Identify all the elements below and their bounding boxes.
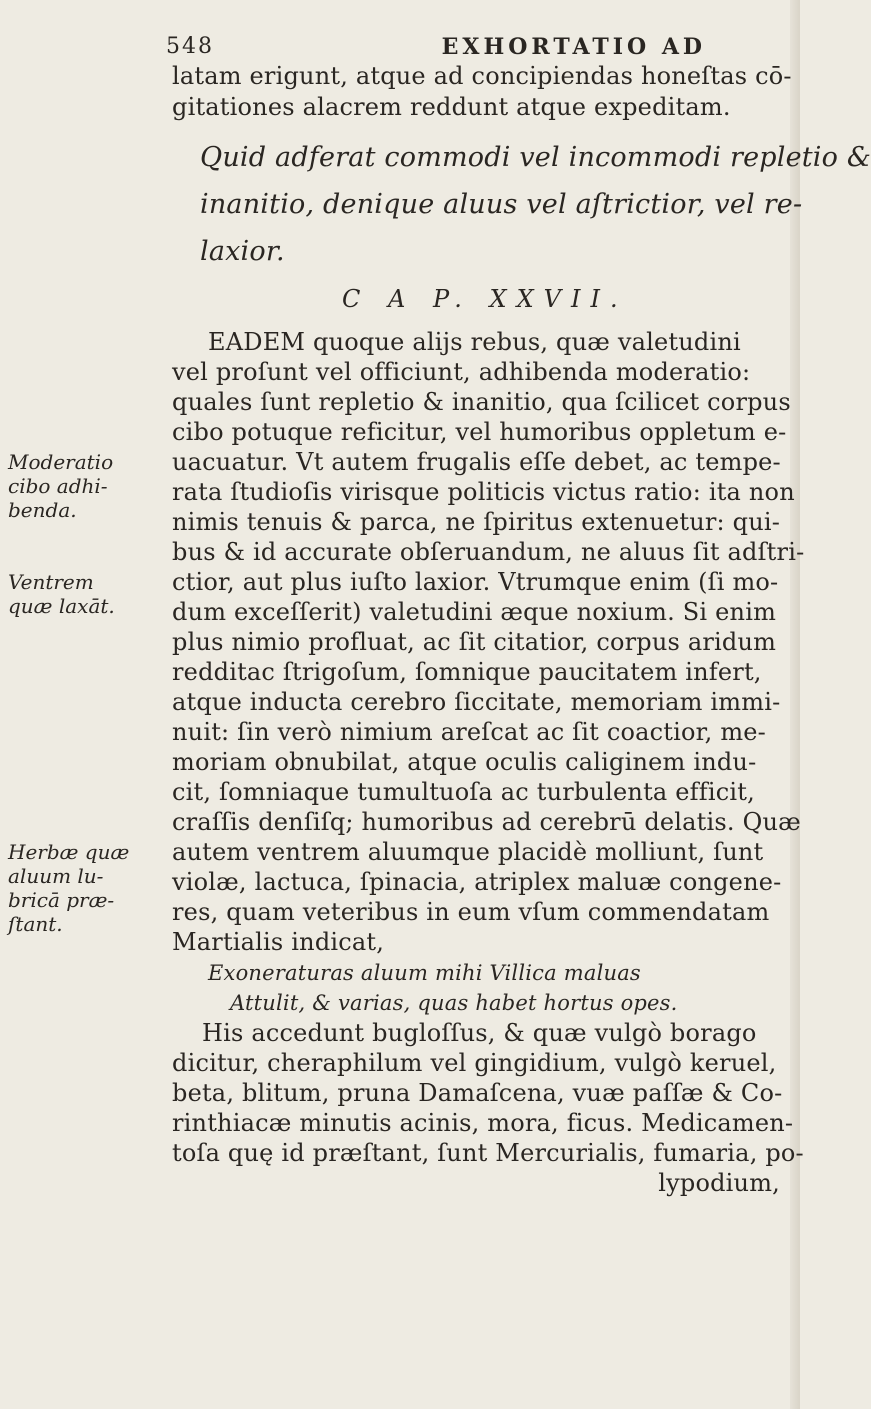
marginal-note-line: quæ laxāt. xyxy=(8,594,115,618)
text-line: redditac ſtrigoſum, ſomnique paucitatem infert, xyxy=(172,658,762,686)
text-line: rinthiacæ minutis acinis, mora, ficus. Medicamen- xyxy=(172,1109,794,1137)
text-line: cibo potuque reficitur, vel humoribus oppletum e- xyxy=(172,418,787,446)
verse-line: Attulit, & varias, quas habet hortus opes. xyxy=(230,991,678,1015)
marginal-note-line: ſtant. xyxy=(8,912,63,936)
text-line: gitationes alacrem reddunt atque expeditam. xyxy=(172,93,731,121)
marginal-note-line: Moderatio xyxy=(8,450,114,474)
text-line: dum exceſſerit) valetudini æque noxium. Si enim xyxy=(172,598,777,626)
text-line: latam erigunt, atque ad concipiendas honeſtas cō- xyxy=(172,62,792,90)
catchword: lypodium, xyxy=(658,1169,780,1197)
text-line: vel proſunt vel officiunt, adhibenda moderatio: xyxy=(172,358,751,386)
marginal-note-line: aluum lu- xyxy=(8,864,104,888)
marginal-note xyxy=(8,570,115,618)
text-line: bus & id accurate obſeruandum, ne aluus ſit adſtri- xyxy=(172,538,805,566)
running-title: EXHORTATIO AD xyxy=(441,34,706,60)
chapter-heading: laxior. xyxy=(200,236,285,267)
marginal-note xyxy=(8,840,129,936)
marginal-note-line: cibo adhi- xyxy=(8,474,108,498)
marginal-note-line: Ventrem xyxy=(8,570,94,594)
text-line: res, quam veteribus in eum vſum commendatam xyxy=(172,898,770,926)
text-line: nuit: ſin verò nimium areſcat ac ſit coactior, me- xyxy=(172,718,766,746)
text-line: toſa quę id præſtant, ſunt Mercurialis, fumaria, po- xyxy=(172,1139,804,1167)
chapter-heading: Quid adferat commodi vel incommodi repletio & xyxy=(200,142,871,173)
marginal-note xyxy=(8,450,113,522)
verse-line: Exoneraturas aluum mihi Villica maluas xyxy=(208,961,641,985)
text-line: nimis tenuis & parca, ne ſpiritus extenuetur: qui- xyxy=(172,508,781,536)
text-line: atque inducta cerebro ſiccitate, memoriam immi- xyxy=(172,688,781,716)
text-line: moriam obnubilat, atque oculis caliginem indu- xyxy=(172,748,757,776)
text-line: craſſis denſiſq; humoribus ad cerebrū delatis. Quæ xyxy=(172,808,801,836)
text-line: cit, ſomniaque tumultuoſa ac turbulenta efficit, xyxy=(172,778,755,806)
chapter-heading: inanitio, denique aluus vel aſtrictior, vel re- xyxy=(200,189,803,220)
text-line: beta, blitum, pruna Damaſcena, vuæ paſſæ & Co- xyxy=(172,1079,783,1107)
text-line: Martialis indicat, xyxy=(172,928,385,956)
marginal-note-line: Herbæ quæ xyxy=(8,840,130,864)
text-line: quales ſunt repletio & inanitio, qua ſcilicet corpus xyxy=(172,388,791,416)
text-line: ctior, aut plus iuſto laxior. Vtrumque enim (ſi mo- xyxy=(172,568,779,596)
chapter-number: C A P. XXVII. xyxy=(342,285,628,313)
text-line: His accedunt bugloſſus, & quæ vulgò borago xyxy=(202,1019,757,1047)
text-line: rata ſtudioſis virisque politicis victus ratio: ita non xyxy=(172,478,795,506)
text-line: uacuatur. Vt autem frugalis eſſe debet, ac tempe- xyxy=(172,448,781,476)
page-number: 548 xyxy=(166,34,214,59)
text-line: violæ, lactuca, ſpinacia, atriplex maluæ congene- xyxy=(172,868,782,896)
text-line: autem ventrem aluumque placidè molliunt, ſunt xyxy=(172,838,764,866)
text-line: plus nimio profluat, ac ſit citatior, corpus aridum xyxy=(172,628,777,656)
marginal-note-line: benda. xyxy=(8,498,77,522)
text-line: dicitur, cheraphilum vel gingidium, vulgò keruel, xyxy=(172,1049,777,1077)
running-header xyxy=(166,32,706,62)
marginal-note-line: bricā præ- xyxy=(8,888,115,912)
text-line: EADEM quoque alijs rebus, quæ valetudini xyxy=(208,328,741,356)
